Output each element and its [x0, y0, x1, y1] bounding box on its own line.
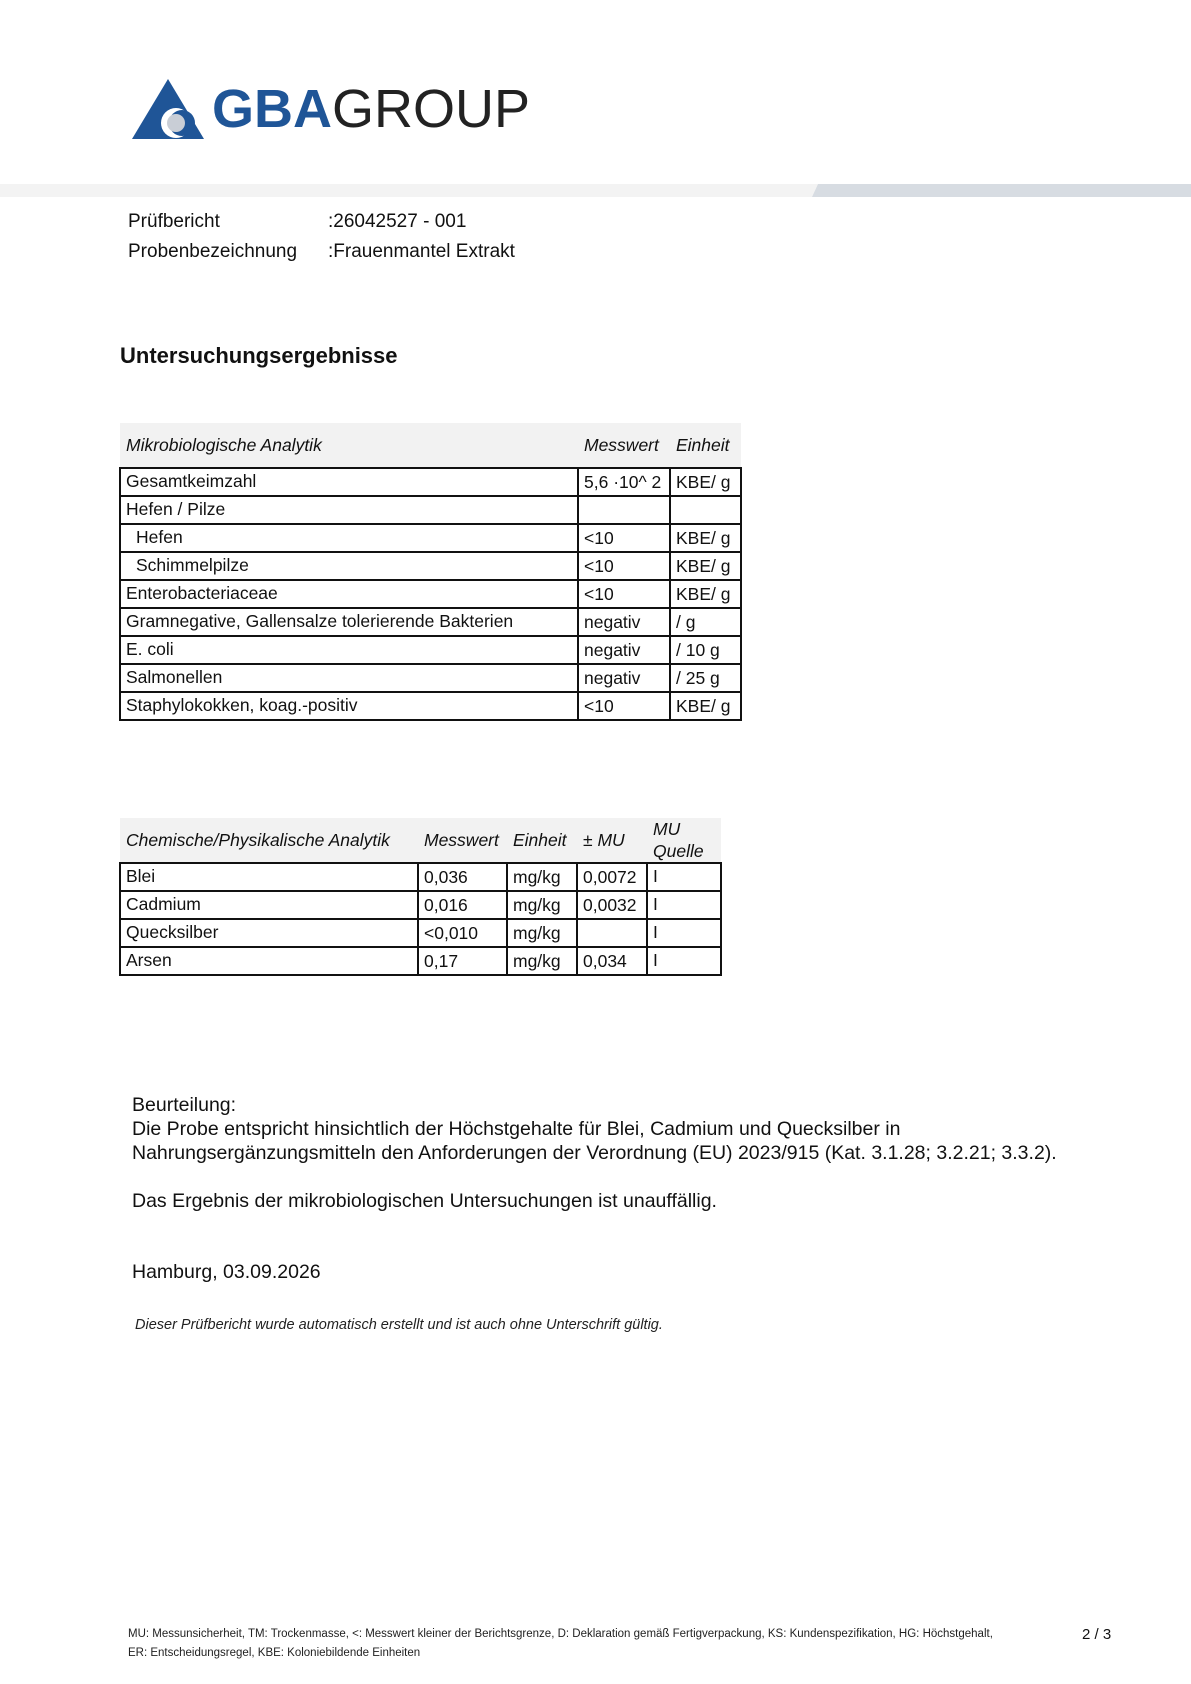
measured-value: 0,036	[418, 863, 507, 891]
mu-value: 0,0072	[577, 863, 647, 891]
measured-value: 5,6 ·10^ 2	[578, 468, 670, 496]
assessment-line: Die Probe entspricht hinsichtlich der Höchstgehalte für Blei, Cadmium und Quecksilber in	[132, 1118, 901, 1140]
table-row	[120, 496, 741, 524]
assessment-heading: Beurteilung:	[132, 1094, 237, 1116]
microbiology-table	[119, 423, 742, 721]
unit-value: / g	[670, 608, 741, 636]
measured-value: <10	[578, 580, 670, 608]
table-row	[120, 947, 721, 975]
measured-value: negativ	[578, 636, 670, 664]
column-header-einheit: Einheit	[670, 423, 741, 468]
page-number: 2 / 3	[1082, 1626, 1112, 1643]
unit-value: / 10 g	[670, 636, 741, 664]
unit-value: / 25 g	[670, 664, 741, 692]
unit-value: KBE/ g	[670, 552, 741, 580]
report-meta	[128, 207, 515, 267]
chemistry-table	[119, 818, 722, 976]
table-row	[120, 692, 741, 720]
place-date: Hamburg, 03.09.2026	[132, 1261, 321, 1283]
analyte-name: Schimmelpilze	[120, 552, 578, 580]
table-row	[120, 580, 741, 608]
mu-value: 0,034	[577, 947, 647, 975]
measured-value: <10	[578, 524, 670, 552]
unit-value: mg/kg	[507, 947, 577, 975]
assessment-line: Das Ergebnis der mikrobiologischen Untersuchungen ist unauffällig.	[132, 1190, 717, 1212]
table-row	[120, 891, 721, 919]
footer-legend-line: MU: Messunsicherheit, TM: Trockenmasse, <: Messwert kleiner der Berichtsgrenze, D: Deklaration gemäß Fertigverpackung, KS: Kundenspezifikation, HG: Höchstgehalt,	[128, 1628, 993, 1640]
column-header-analytik: Chemische/Physikalische Analytik	[120, 818, 418, 863]
table-row	[120, 863, 721, 891]
analyte-name: Blei	[120, 863, 418, 891]
auto-generated-note: Dieser Prüfbericht wurde automatisch erstellt und ist auch ohne Unterschrift gültig.	[135, 1317, 663, 1333]
mu-value: 0,0032	[577, 891, 647, 919]
table-header-row	[120, 423, 741, 468]
header-divider-band	[0, 184, 1191, 197]
report-number-value: :26042527 - 001	[328, 211, 467, 232]
column-header-mu-quelle: MU Quelle	[647, 818, 721, 863]
unit-value: KBE/ g	[670, 524, 741, 552]
table-row	[120, 664, 741, 692]
analyte-name: Gramnegative, Gallensalze tolerierende Bakterien	[120, 608, 578, 636]
table-row	[120, 524, 741, 552]
logo-group-text: GROUP	[332, 79, 531, 139]
section-title: Untersuchungsergebnisse	[120, 343, 398, 368]
measured-value: 0,016	[418, 891, 507, 919]
company-logo	[132, 78, 530, 140]
unit-value: mg/kg	[507, 919, 577, 947]
measured-value: <10	[578, 552, 670, 580]
table-row	[120, 608, 741, 636]
mu-source: I	[647, 891, 721, 919]
assessment-line: Nahrungsergänzungsmitteln den Anforderungen der Verordnung (EU) 2023/915 (Kat. 3.1.28; 3.2.21; 3.3.2).	[132, 1142, 1057, 1164]
analyte-name: E. coli	[120, 636, 578, 664]
measured-value: negativ	[578, 664, 670, 692]
measured-value: 0,17	[418, 947, 507, 975]
analyte-name: Enterobacteriaceae	[120, 580, 578, 608]
unit-value: mg/kg	[507, 863, 577, 891]
column-header-mu: ± MU	[577, 818, 647, 863]
table-row	[120, 468, 741, 496]
measured-value	[578, 496, 670, 524]
analyte-name: Quecksilber	[120, 919, 418, 947]
table-row	[120, 552, 741, 580]
unit-value: KBE/ g	[670, 692, 741, 720]
column-header-messwert: Messwert	[418, 818, 507, 863]
mu-source: I	[647, 919, 721, 947]
analyte-name: Cadmium	[120, 891, 418, 919]
mu-value	[577, 919, 647, 947]
report-number-label: Prüfbericht	[128, 211, 220, 232]
unit-value: mg/kg	[507, 891, 577, 919]
table-header-row	[120, 818, 721, 863]
measured-value: <10	[578, 692, 670, 720]
sample-name-label: Probenbezeichnung	[128, 241, 298, 262]
table-row	[120, 919, 721, 947]
gba-mountain-logo-icon	[132, 79, 204, 139]
column-header-messwert: Messwert	[578, 423, 670, 468]
sample-name-value: :Frauenmantel Extrakt	[328, 241, 515, 262]
analyte-name: Hefen / Pilze	[120, 496, 578, 524]
logo-wordmark	[212, 78, 530, 140]
unit-value: KBE/ g	[670, 580, 741, 608]
footer-legend	[128, 1625, 993, 1663]
column-header-einheit: Einheit	[507, 818, 577, 863]
report-number-row	[128, 207, 515, 237]
measured-value: negativ	[578, 608, 670, 636]
unit-value	[670, 496, 741, 524]
column-header-analytik: Mikrobiologische Analytik	[120, 423, 578, 468]
analyte-name: Hefen	[120, 524, 578, 552]
sample-name-row	[128, 237, 515, 267]
measured-value: <0,010	[418, 919, 507, 947]
analyte-name: Gesamtkeimzahl	[120, 468, 578, 496]
analyte-name: Salmonellen	[120, 664, 578, 692]
logo-gba-text: GBA	[212, 79, 332, 139]
table-row	[120, 636, 741, 664]
analyte-name: Staphylokokken, koag.-positiv	[120, 692, 578, 720]
unit-value: KBE/ g	[670, 468, 741, 496]
footer-legend-line: ER: Entscheidungsregel, KBE: Koloniebildende Einheiten	[128, 1647, 421, 1659]
assessment-block	[132, 1093, 1057, 1213]
analyte-name: Arsen	[120, 947, 418, 975]
mu-source: I	[647, 947, 721, 975]
mu-source: I	[647, 863, 721, 891]
